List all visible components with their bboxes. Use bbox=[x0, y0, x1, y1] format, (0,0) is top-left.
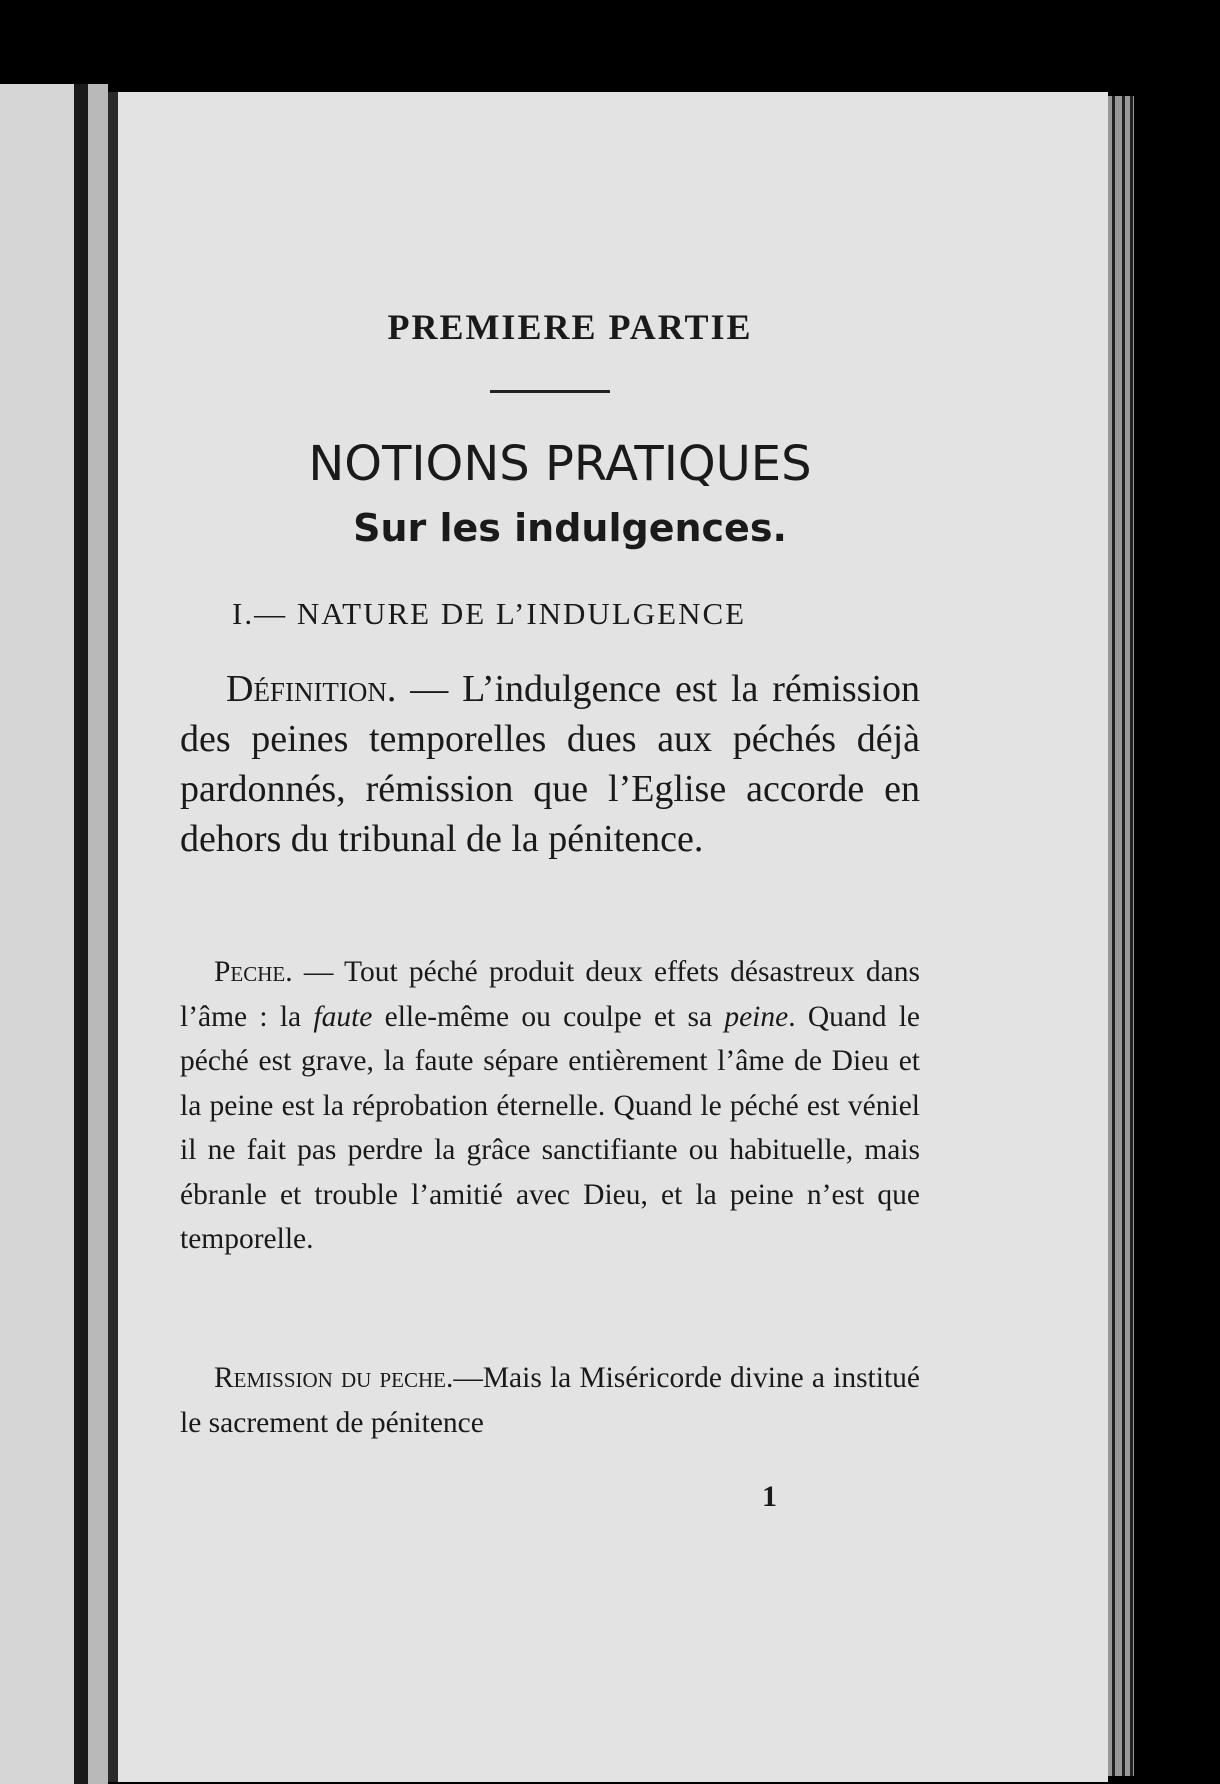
scan-background bbox=[1134, 100, 1220, 1776]
peche-label: Peche. bbox=[214, 956, 293, 988]
peche-dash: — bbox=[292, 956, 345, 988]
remission-label: Remission du peche. bbox=[214, 1362, 454, 1394]
remission-dash: — bbox=[453, 1362, 483, 1394]
part-heading: PREMIERE PARTIE bbox=[387, 307, 753, 347]
page-title: NOTIONS PRATIQUES bbox=[308, 436, 812, 492]
definition-paragraph bbox=[180, 664, 920, 864]
remission-paragraph bbox=[180, 1356, 920, 1445]
page-number: 1 bbox=[762, 1480, 777, 1513]
faute-term: faute bbox=[313, 1000, 373, 1033]
page-subtitle: Sur les indulgences. bbox=[353, 506, 787, 550]
definition-label: Définition. bbox=[226, 668, 397, 710]
definition-text: L’indulgence est la rémission des peines temporelles dues aux péchés déjà pardonnés, rémission que l’Eglise accorde en dehors du tribunal de la pénitence. bbox=[180, 668, 921, 860]
right-page-edges bbox=[1108, 96, 1134, 1776]
peche-text-1: Tout péché produit deux effets désastreux dans l’âme : la bbox=[180, 956, 920, 1033]
peche-paragraph bbox=[180, 950, 920, 1262]
remission-text: Mais la Miséricorde divine a institué le sacrement de pénitence bbox=[180, 1362, 920, 1439]
title-divider bbox=[490, 390, 610, 393]
definition-dash: — bbox=[396, 668, 463, 710]
peche-text-2: elle-même ou coulpe et sa bbox=[372, 1000, 725, 1033]
peine-term: peine bbox=[724, 1000, 789, 1033]
section-heading: I.— NATURE DE L’INDULGENCE bbox=[232, 596, 747, 631]
peche-text-3: . Quand le péché est grave, la faute sépare entièrement l’âme de Dieu et la peine est la réprobation éternelle. Quand le péché est véniel il ne fait pas perdre la grâce sanctifiante ou habituelle, mais ébranle et trouble l’amitié avec Dieu, et la peine n’est que temporelle. bbox=[180, 1000, 921, 1255]
